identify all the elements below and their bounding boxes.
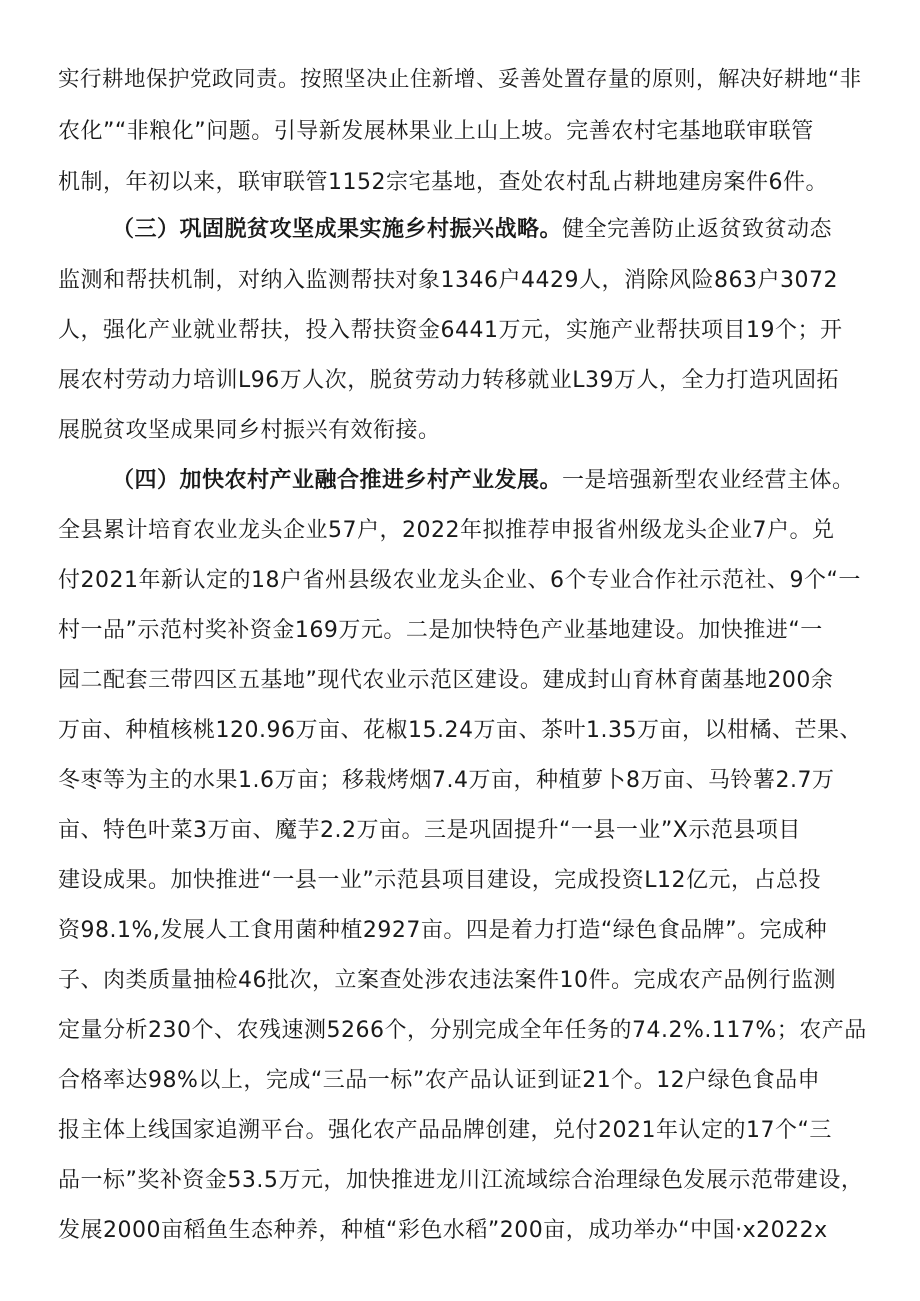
text-line xyxy=(58,816,801,846)
line-text: 品一标”奖补资金53.5万元，加快推进龙川江流域综合治理绿色发展示范带建设， xyxy=(58,1168,864,1193)
text-line xyxy=(58,616,823,646)
text-line xyxy=(58,516,834,546)
text-line xyxy=(58,916,827,946)
text-line xyxy=(58,1116,832,1146)
text-line xyxy=(58,1066,820,1096)
section-heading: （四）加快农村产业融合推进乡村产业发展。 xyxy=(112,468,563,493)
text-line xyxy=(58,566,861,596)
line-text: 报主体上线国家追溯平台。强化农产品品牌创建，兑付2021年认定的17个“三 xyxy=(58,1118,832,1143)
text-line xyxy=(58,716,862,746)
text-line xyxy=(58,65,862,95)
line-text: 一是培强新型农业经营主体。 xyxy=(562,468,855,493)
text-line xyxy=(58,117,814,147)
text-line xyxy=(58,316,843,346)
line-text: 人，强化产业就业帮扶，投入帮扶资金6441万元，实施产业帮扶项目19个；开 xyxy=(58,318,843,343)
text-line xyxy=(58,766,834,796)
text-line xyxy=(58,266,838,296)
text-line xyxy=(58,966,836,996)
paragraph-start-line xyxy=(112,215,832,245)
line-text: 机制，年初以来，联审联管1152宗宅基地，查处农村乱占耕地建房案件6件。 xyxy=(58,170,828,195)
text-line xyxy=(58,366,839,396)
line-text: 实行耕地保护党政同责。按照坚决止住新增、妥善处置存量的原则，解决好耕地“非 xyxy=(58,67,862,92)
line-text: 建设成果。加快推进“一县一业”示范县项目建设，完成投资L12亿元，占总投 xyxy=(58,868,822,893)
line-text: 子、肉类质量抽检46批次，立案查处涉农违法案件10件。完成农产品例行监测 xyxy=(58,968,836,993)
text-line xyxy=(58,1016,867,1046)
line-text: 展农村劳动力培训L96万人次，脱贫劳动力转移就业L39万人，全力打造巩固拓 xyxy=(58,368,840,393)
line-text: 冬枣等为主的水果1.6万亩；移栽烤烟7.4万亩，种植萝卜8万亩、马铃薯2.7万 xyxy=(58,768,835,793)
text-line xyxy=(58,1216,828,1246)
line-text: 万亩、种植核桃120.96万亩、花椒15.24万亩、茶叶1.35万亩，以柑橘、芒果、 xyxy=(58,718,862,743)
paragraph-start-line xyxy=(112,466,855,496)
section-heading: （三）巩固脱贫攻坚成果实施乡村振兴战略。 xyxy=(112,217,563,242)
line-text: 村一品”示范村奖补资金169万元。二是加快特色产业基地建设。加快推进“一 xyxy=(58,618,823,643)
line-text: 资98.1%,发展人工食用菌种植2927亩。四是着力打造“绿色食品牌”。完成种 xyxy=(58,918,828,943)
line-text: 亩、特色叶菜3万亩、魔芋2.2万亩。三是巩固提升“一县一业”X示范县项目 xyxy=(58,818,801,843)
line-text: 全县累计培育农业龙头企业57户，2022年拟推荐申报省州级龙头企业7户。兑 xyxy=(58,518,835,543)
text-line xyxy=(58,666,833,696)
text-line xyxy=(58,866,821,896)
line-text: 园二配套三带四区五基地”现代农业示范区建设。建成封山育林育菌基地200余 xyxy=(58,668,834,693)
line-text: 监测和帮扶机制，对纳入监测帮扶对象1346户4429人，消除风险863户3072 xyxy=(58,268,838,293)
text-line xyxy=(58,168,828,198)
text-line xyxy=(58,1166,863,1196)
line-text: 合格率达98%以上，完成“三品一标”农产品认证到证21个。12户绿色食品申 xyxy=(58,1068,821,1093)
line-text: 发展2000亩稻鱼生态种养，种植“彩色水稻”200亩，成功举办“中国·x2022x xyxy=(58,1218,828,1243)
text-line xyxy=(58,416,441,446)
line-text: 付2021年新认定的18户省州县级农业龙头企业、6个专业合作社示范社、9个“一 xyxy=(58,568,861,593)
line-text: 健全完善防止返贫致贫动态 xyxy=(562,217,833,242)
line-text: 农化”“非粮化”问题。引导新发展林果业上山上坡。完善农村宅基地联审联管 xyxy=(58,119,814,144)
line-text: 定量分析230个、农残速测5266个，分别完成全年任务的74.2%.117%；农产品 xyxy=(58,1018,867,1043)
line-text: 展脱贫攻坚成果同乡村振兴有效衔接。 xyxy=(58,418,441,443)
